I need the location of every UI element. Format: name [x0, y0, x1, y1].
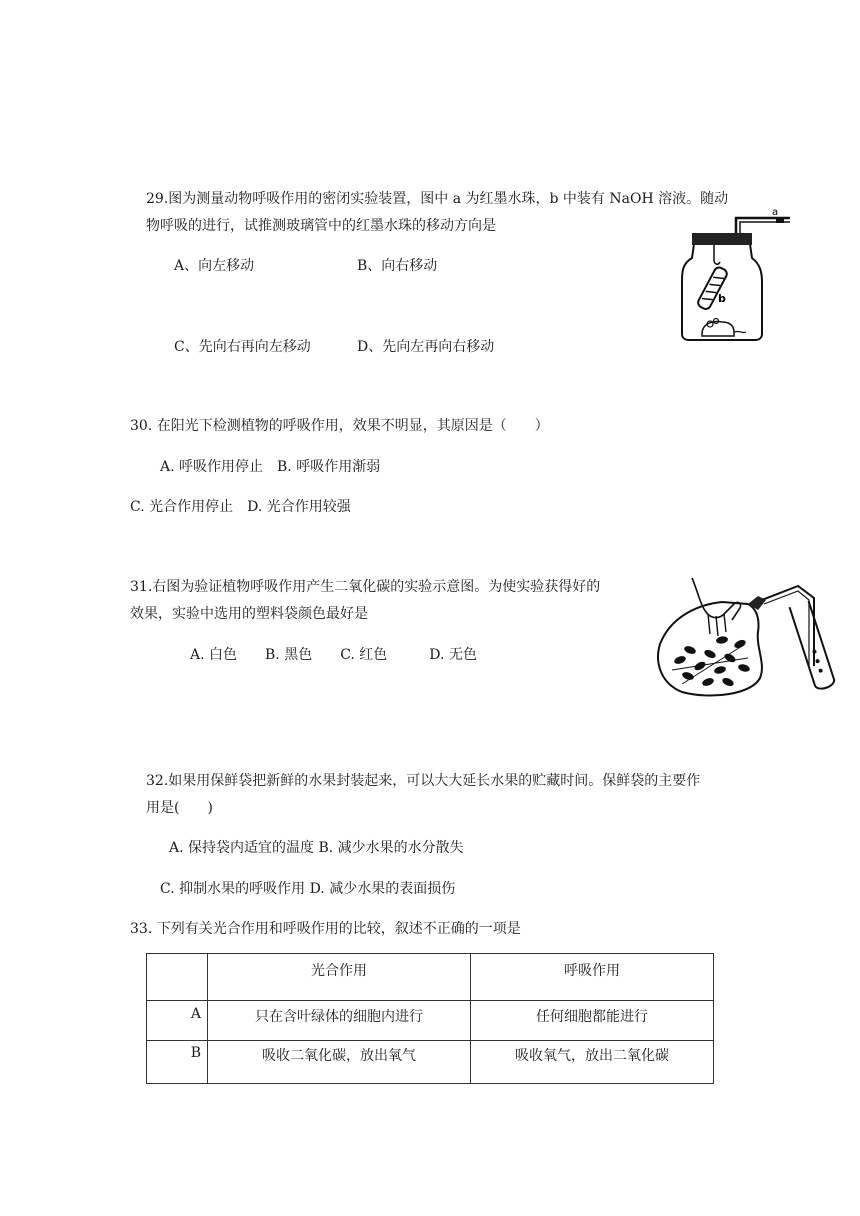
q29-stem-line1: 29.图为测量动物呼吸作用的密闭实验装置，图中 a 为红墨水珠，b 中装有 NaOH 溶液。随动 [146, 191, 729, 207]
q29-option-b: B、向右移动 [357, 258, 438, 274]
table-header-cell: 光合作用 [208, 954, 471, 1001]
table-cell: 只在含叶绿体的细胞内进行 [208, 1001, 471, 1041]
label-a: a [772, 208, 779, 218]
table-cell: 任何细胞都能进行 [471, 1001, 714, 1041]
table-cell: A [147, 1001, 208, 1041]
q32-stem-line1: 32.如果用保鲜袋把新鲜的水果封装起来，可以大大延长水果的贮藏时间。保鲜袋的主要作 [146, 773, 701, 789]
q31-stem-line2: 效果，实验中选用的塑料袋颜色最好是 [130, 606, 368, 622]
comparison-table [146, 953, 714, 1084]
table-cell: B [147, 1041, 208, 1084]
q29-option-a: A、向左移动 [174, 258, 255, 274]
table-header-row [147, 954, 714, 1001]
respiration-jar-figure [672, 208, 798, 344]
q29-option-d: D、先向左再向右移动 [357, 339, 495, 355]
label-b: b [718, 292, 726, 305]
plant-bag-figure [652, 574, 840, 702]
q31-stem-line1: 31.右图为验证植物呼吸作用产生二氧化碳的实验示意图。为使实验获得好的 [130, 579, 601, 595]
table-header-cell: 呼吸作用 [471, 954, 714, 1001]
q33-stem: 33. 下列有关光合作用和呼吸作用的比较，叙述不正确的一项是 [130, 921, 521, 937]
q31-options: A. 白色 B. 黑色 C. 红色 D. 无色 [190, 647, 477, 663]
table-cell: 吸收二氧化碳，放出氧气 [208, 1041, 471, 1084]
q32-stem-line2: 用是( ) [146, 800, 213, 816]
table-row [147, 1001, 714, 1041]
q32-options-cd: C. 抑制水果的呼吸作用 D. 减少水果的表面损伤 [160, 881, 456, 897]
q30-options-cd: C. 光合作用停止 D. 光合作用较强 [130, 499, 351, 515]
table-cell: 吸收氧气，放出二氧化碳 [471, 1041, 714, 1084]
q30-stem: 30. 在阳光下检测植物的呼吸作用，效果不明显，其原因是（ ） [130, 418, 549, 434]
q29-option-c: C、先向右再向左移动 [174, 339, 311, 355]
table-header-cell [147, 954, 208, 1001]
table-row [147, 1041, 714, 1084]
q32-options-ab: A. 保持袋内适宜的温度 B. 减少水果的水分散失 [169, 840, 464, 856]
q30-options-ab: A. 呼吸作用停止 B. 呼吸作用渐弱 [160, 459, 381, 475]
q29-stem-line2: 物呼吸的进行，试推测玻璃管中的红墨水珠的移动方向是 [146, 218, 496, 234]
